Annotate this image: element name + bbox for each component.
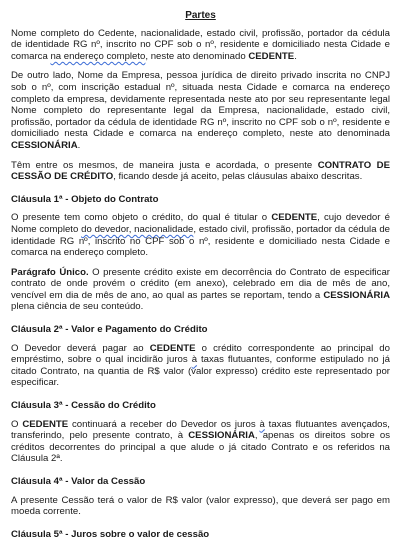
text-run: plena ciência de seu conteúdo.	[11, 301, 144, 313]
clause-2-title: Cláusula 2ª - Valor e Pagamento do Crédito	[11, 324, 208, 336]
text-run: O Devedor deverá pagar ao	[11, 342, 150, 354]
text-run: O presente crédito existe em decorrência do Contrato de especificar contrato de onde provém o crédito (em anexo), celebrado em dia de mês de ano, vencível em dia de mês de ano, ao qual as partes se reportam, tendo a	[11, 266, 390, 301]
clause-2-text	[11, 343, 390, 389]
clause-1-text	[11, 212, 390, 258]
text-run: .	[77, 139, 81, 151]
text-run: O presente tem como objeto o crédito, do qual é titular o	[11, 212, 272, 224]
spellcheck-flag: à	[259, 418, 265, 430]
party-name-cedente: CEDENTE	[22, 418, 69, 430]
clause-1-paragraph-unico	[11, 267, 390, 313]
spellcheck-flag: do devedor, nacionalidade	[81, 223, 194, 235]
text-run: , neste ato denominado	[145, 50, 249, 62]
paragraph-cessionaria	[11, 70, 390, 151]
paragraph-cedente	[11, 28, 390, 63]
party-name-cedente: CEDENTE	[248, 50, 295, 62]
text-run: Têm entre os mesmos, de maneira justa e acordada, o presente	[11, 159, 318, 171]
spellcheck-flag: na endereço completo	[50, 50, 146, 62]
party-name-cedente: CEDENTE	[149, 342, 196, 354]
paragraph-label: Parágrafo Único.	[11, 266, 89, 278]
party-name-cessionaria: CESSIONÁRIA	[11, 139, 78, 151]
clause-5-title: Cláusula 5ª - Juros sobre o valor de cessão	[11, 528, 210, 540]
text-run: , cujo devedor é Nome completo	[11, 212, 390, 235]
text-run: , ficando desde já aceito, pelas cláusulas abaixo descritas.	[113, 171, 363, 183]
text-run: o crédito correspondente ao principal do empréstimo, sobre o qual incidirão juros	[11, 342, 390, 366]
text-run: De outro lado, Nome da Empresa, pessoa jurídica de direito privado inscrita no CNPJ sob o nº, com inscrição estadual nº, situada nesta Cidade e comarca na endereço completo da empresa, devidamente representada neste ato por seu representante legal Nome completo do representante legal da Empresa, nacionalidade, estado civil, profissão, portador da cédula de identidade RG nº, inscrito no CPF sob o nº, residente e domiciliado nesta Cidade e comarca na endereço completo, neste ato denominada	[11, 70, 390, 140]
paragraph-agreement	[11, 160, 390, 183]
clause-1-title: Cláusula 1ª - Objeto do Contrato	[11, 193, 159, 205]
spellcheck-flag: à	[191, 354, 198, 366]
text-run: taxas flutuantes, conforme estipulado no já citado Contrato, na quantia de R$ valor (valor expresso) crédito este representado por especificar.	[11, 354, 390, 389]
party-name-cedente: CEDENTE	[271, 212, 318, 224]
text-run: Nome completo do Cedente, nacionalidade, estado civil, profissão, portador da cédula de identidade RG nº, inscrito no CPF sob o nº, residente e domiciliado nesta Cidade e comarca	[11, 27, 390, 62]
party-name-cessionaria: CESSIONÁRIA	[323, 289, 390, 301]
text-run: taxas flutuantes avençados, transferindo, pelo presente contrato, à	[11, 418, 390, 442]
party-name-cessionaria: CESSIONÁRIA	[188, 430, 255, 442]
clause-4-title: Cláusula 4ª - Valor da Cessão	[11, 476, 146, 487]
contract-name: CONTRATO DE CESSÃO DE CRÉDITO	[11, 159, 390, 183]
document-heading: Partes	[185, 10, 216, 21]
text-run: O	[11, 418, 23, 430]
clause-4-text: A presente Cessão terá o valor de R$ valor (valor expresso), que deverá ser pago em moeda corrente.	[11, 494, 390, 518]
text-run: , estado civil, profissão, portador da cédula de identidade RG nº, inscrito no CPF sob o nº, residente e domiciliado nesta Cidade e comarca na endereço completo.	[11, 223, 390, 259]
clause-3-title: Cláusula 3ª - Cessão do Crédito	[11, 400, 156, 412]
text-run: continuará a receber do Devedor os juros	[68, 418, 260, 430]
clause-3-text	[11, 419, 390, 465]
text-run: , apenas os direitos sobre os créditos decorrentes do principal a que alude o já citado Contrato e os referidos na Cláusula 2ª.	[11, 430, 390, 465]
text-run: .	[294, 50, 297, 62]
